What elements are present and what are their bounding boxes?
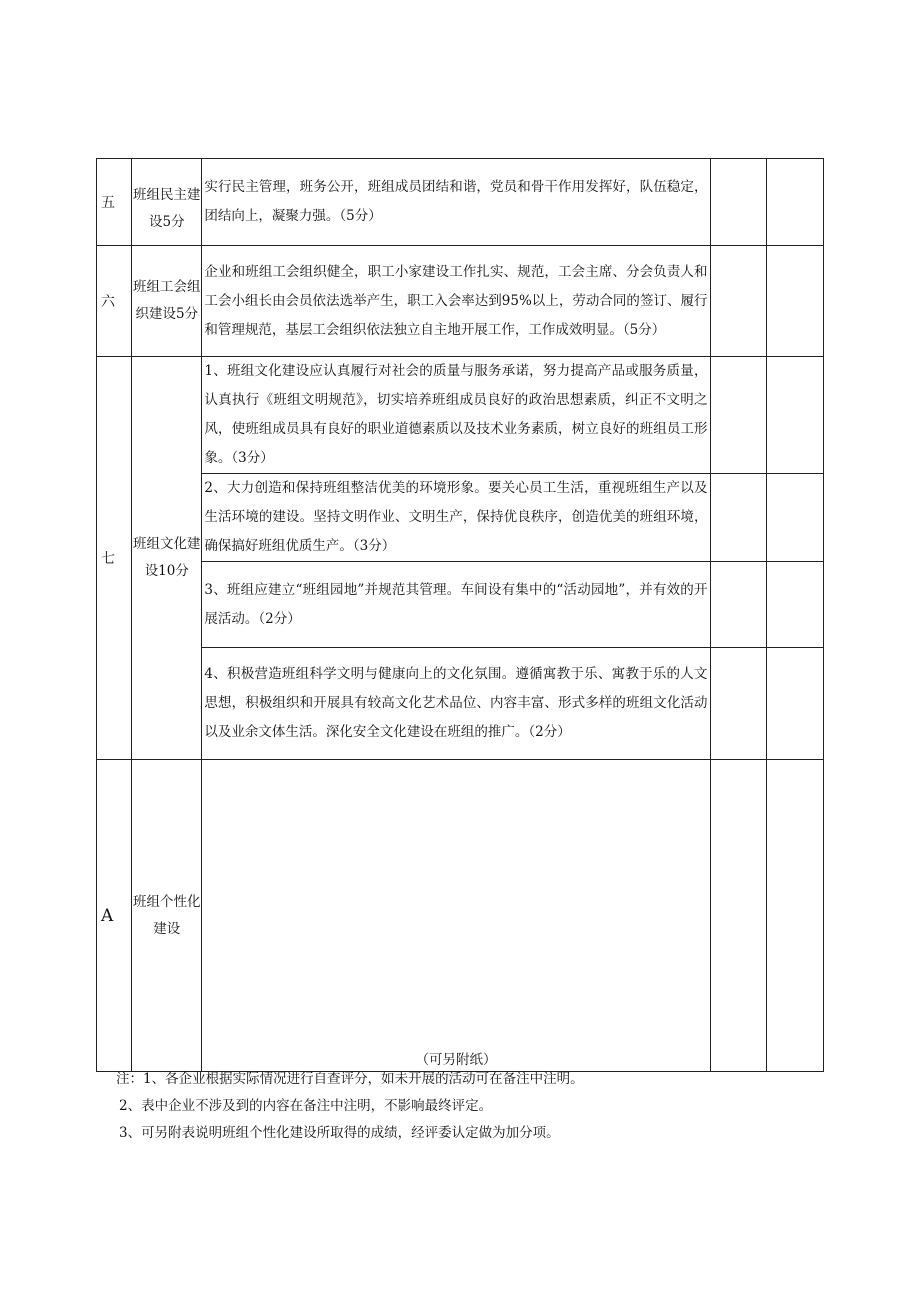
- item-content: 2、大力创造和保持班组整洁优美的环境形象。要关心员工生活，重视班组生产以及生活环境的建设。坚持文明作业、文明生产，保持优良秩序，创造优美的班组环境，确保搞好班组优质生产。（3分）: [202, 474, 710, 562]
- attach-note: （可另附纸）: [415, 1052, 497, 1068]
- table-row: [97, 648, 824, 760]
- remark-cell[interactable]: [766, 159, 823, 246]
- content-blank: [204, 764, 707, 1047]
- item-content: 3、班组应建立“班组园地”并规范其管理。车间设有集中的“活动园地”，并有效的开展活动。（2分）: [202, 562, 710, 648]
- row-number: 七: [97, 357, 132, 760]
- row-number: 五: [97, 159, 132, 246]
- row-number: 六: [97, 246, 132, 357]
- item-content: 1、班组文化建设应认真履行对社会的质量与服务承诺，努力提高产品或服务质量，认真执行《班组文明规范》，切实培养班组成员良好的政治思想素质，纠正不文明之风，使班组成员具有良好的职业道德素质以及技术业务素质，树立良好的班组员工形象。（3分）: [202, 357, 710, 474]
- table-row: [97, 159, 824, 246]
- item-name: 班组民主建设5分: [132, 159, 202, 246]
- item-content: 企业和班组工会组织健全，职工小家建设工作扎实、规范，工会主席、分会负责人和工会小组长由会员依法选举产生，职工入会率达到95%以上，劳动合同的签订、履行和管理规范，基层工会组织依法独立自主地开展工作，工作成效明显。（5分）: [202, 246, 710, 357]
- table-row: [97, 474, 824, 562]
- item-name: 班组个性化建设: [132, 760, 202, 1072]
- score-cell[interactable]: [710, 474, 766, 562]
- footnotes: [116, 1066, 816, 1147]
- item-content: 4、积极营造班组科学文明与健康向上的文化氛围。遵循寓教于乐、寓教于乐的人文思想，积极组织和开展具有较高文化艺术品位、内容丰富、形式多样的班组文化活动以及业余文体生活。深化安全文化建设在班组的推广。（2分）: [202, 648, 710, 760]
- remark-cell[interactable]: [766, 357, 823, 474]
- item-name: 班组工会组织建设5分: [132, 246, 202, 357]
- personalized-content-area[interactable]: [202, 760, 710, 1072]
- score-cell[interactable]: [710, 760, 766, 1072]
- table-row: [97, 357, 824, 474]
- score-cell[interactable]: [710, 648, 766, 760]
- item-content: 实行民主管理，班务公开，班组成员团结和谐，党员和骨干作用发挥好，队伍稳定，团结向上，凝聚力强。（5分）: [202, 159, 710, 246]
- score-cell[interactable]: [710, 357, 766, 474]
- remark-cell[interactable]: [766, 474, 823, 562]
- remark-cell[interactable]: [766, 562, 823, 648]
- score-cell[interactable]: [710, 246, 766, 357]
- table-row: [97, 246, 824, 357]
- row-number: A: [97, 760, 132, 1072]
- note-line: 注：1、各企业根据实际情况进行自查评分，如未开展的活动可在备注中注明。: [116, 1071, 584, 1087]
- table-row: [97, 562, 824, 648]
- remark-cell[interactable]: [766, 760, 823, 1072]
- table-row: [97, 760, 824, 1072]
- evaluation-table: [96, 158, 824, 1072]
- score-cell[interactable]: [710, 159, 766, 246]
- score-cell[interactable]: [710, 562, 766, 648]
- remark-cell[interactable]: [766, 246, 823, 357]
- note-line: 3、可另附表说明班组个性化建设所取得的成绩，经评委认定做为加分项。: [119, 1125, 560, 1141]
- note-line: 2、表中企业不涉及到的内容在备注中注明，不影响最终评定。: [119, 1098, 493, 1114]
- remark-cell[interactable]: [766, 648, 823, 760]
- item-name: 班组文化建设10分: [132, 357, 202, 760]
